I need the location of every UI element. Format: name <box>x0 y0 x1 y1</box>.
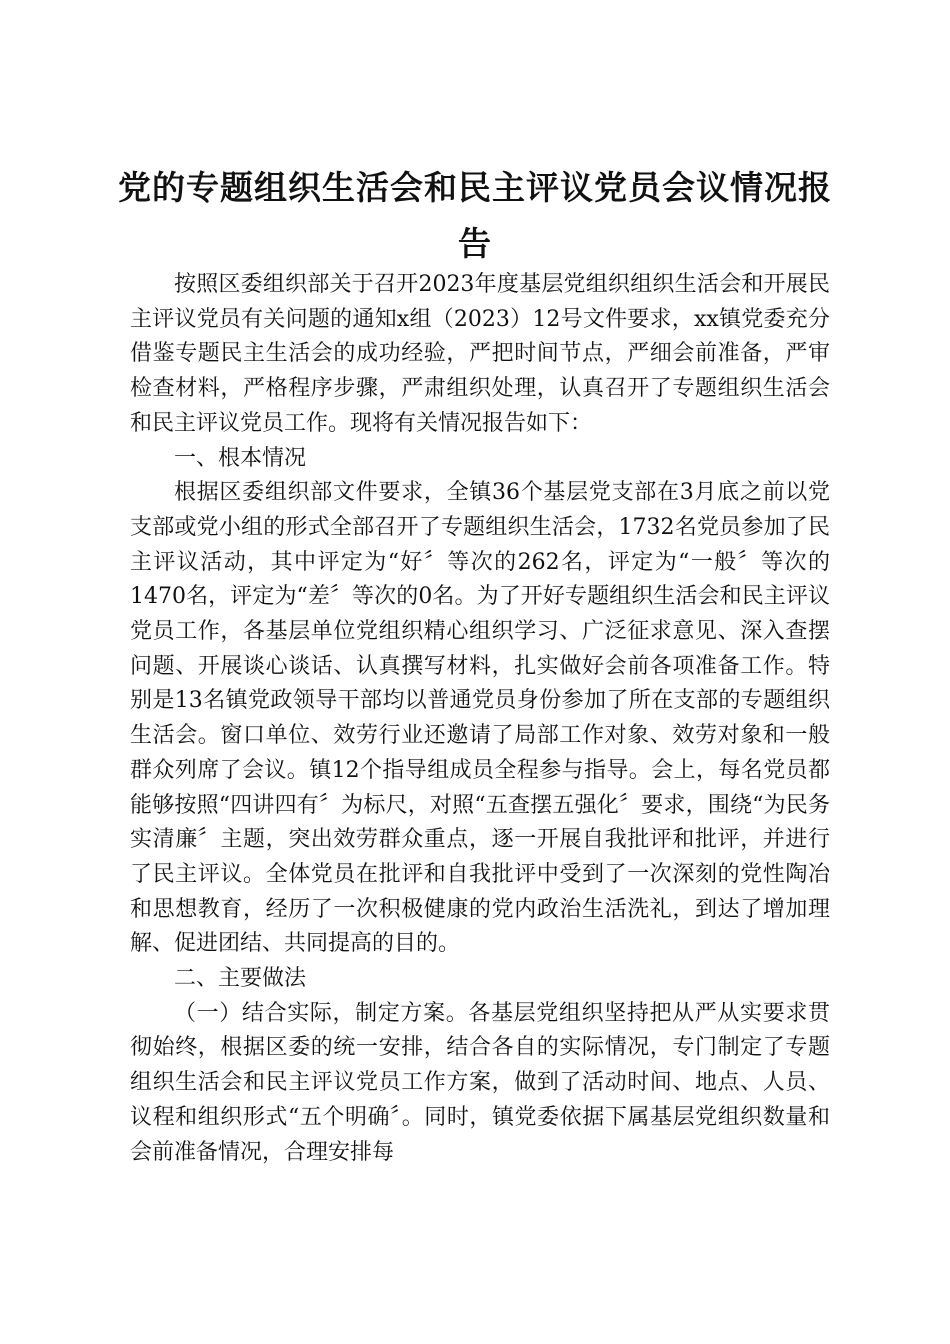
practice-one-paragraph: （一）结合实际，制定方案。各基层党组织坚持把从严从实要求贯彻始终，根据区委的统一安排，结合各自的实际情况，专门制定了专题组织生活会和民主评议党员工作方案，做到了活动时间、地点、人员、议程和组织形式“五个明确〞。同时，镇党委依据下属基层党组织数量和会前准备情况，合理安排每 <box>130 1000 830 1165</box>
basic-situation-paragraph: 根据区委组织部文件要求，全镇36个基层党支部在3月底之前以党支部或党小组的形式全部召开了专题组织生活会，1732名党员参加了民主评议活动，其中评定为“好〞等次的262名，评定为“一般〞等次的1470名，评定为“差〞等次的0名。为了开好专题组织生活会和民主评议党员工作，各基层单位党组织精心组织学习、广泛征求意见、深入查摆问题、开展谈心谈话、认真撰写材料，扎实做好会前各项准备工作。特别是13名镇党政领导干部均以普通党员身份参加了所在支部的专题组织生活会。窗口单位、效劳行业还邀请了局部工作对象、效劳对象和一般群众列席了会议。镇12个指导组成员全程参与指导。会上，每名党员都能够按照“四讲四有〞为标尺，对照“五查摆五强化〞要求，围绕“为民务实清廉〞主题，突出效劳群众重点，逐一开展自我批评和批评，并进行了民主评议。全体党员在批评和自我批评中受到了一次深刻的党性陶冶和思想教育，经历了一次积极健康的党内政治生活洗礼，到达了增加理解、促进团结、共同提高的目的。 <box>130 480 830 957</box>
section-heading-main-practices: 二、主要做法 <box>174 966 307 992</box>
section-heading-basic-situation: 一、根本情况 <box>174 445 307 471</box>
document-body <box>130 268 830 1170</box>
document-title: 党的专题组织生活会和民主评议党员会议情况报告 <box>118 168 832 263</box>
intro-paragraph: 按照区委组织部关于召开2023年度基层党组织组织生活会和开展民主评议党员有关问题的通知x组（2023）12号文件要求，xx镇党委充分借鉴专题民主生活会的成功经验，严把时间节点，严细会前准备，严审检查材料，严格程序步骤，严肃组织处理，认真召开了专题组织生活会和民主评议党员工作。现将有关情况报告如下： <box>130 272 830 436</box>
